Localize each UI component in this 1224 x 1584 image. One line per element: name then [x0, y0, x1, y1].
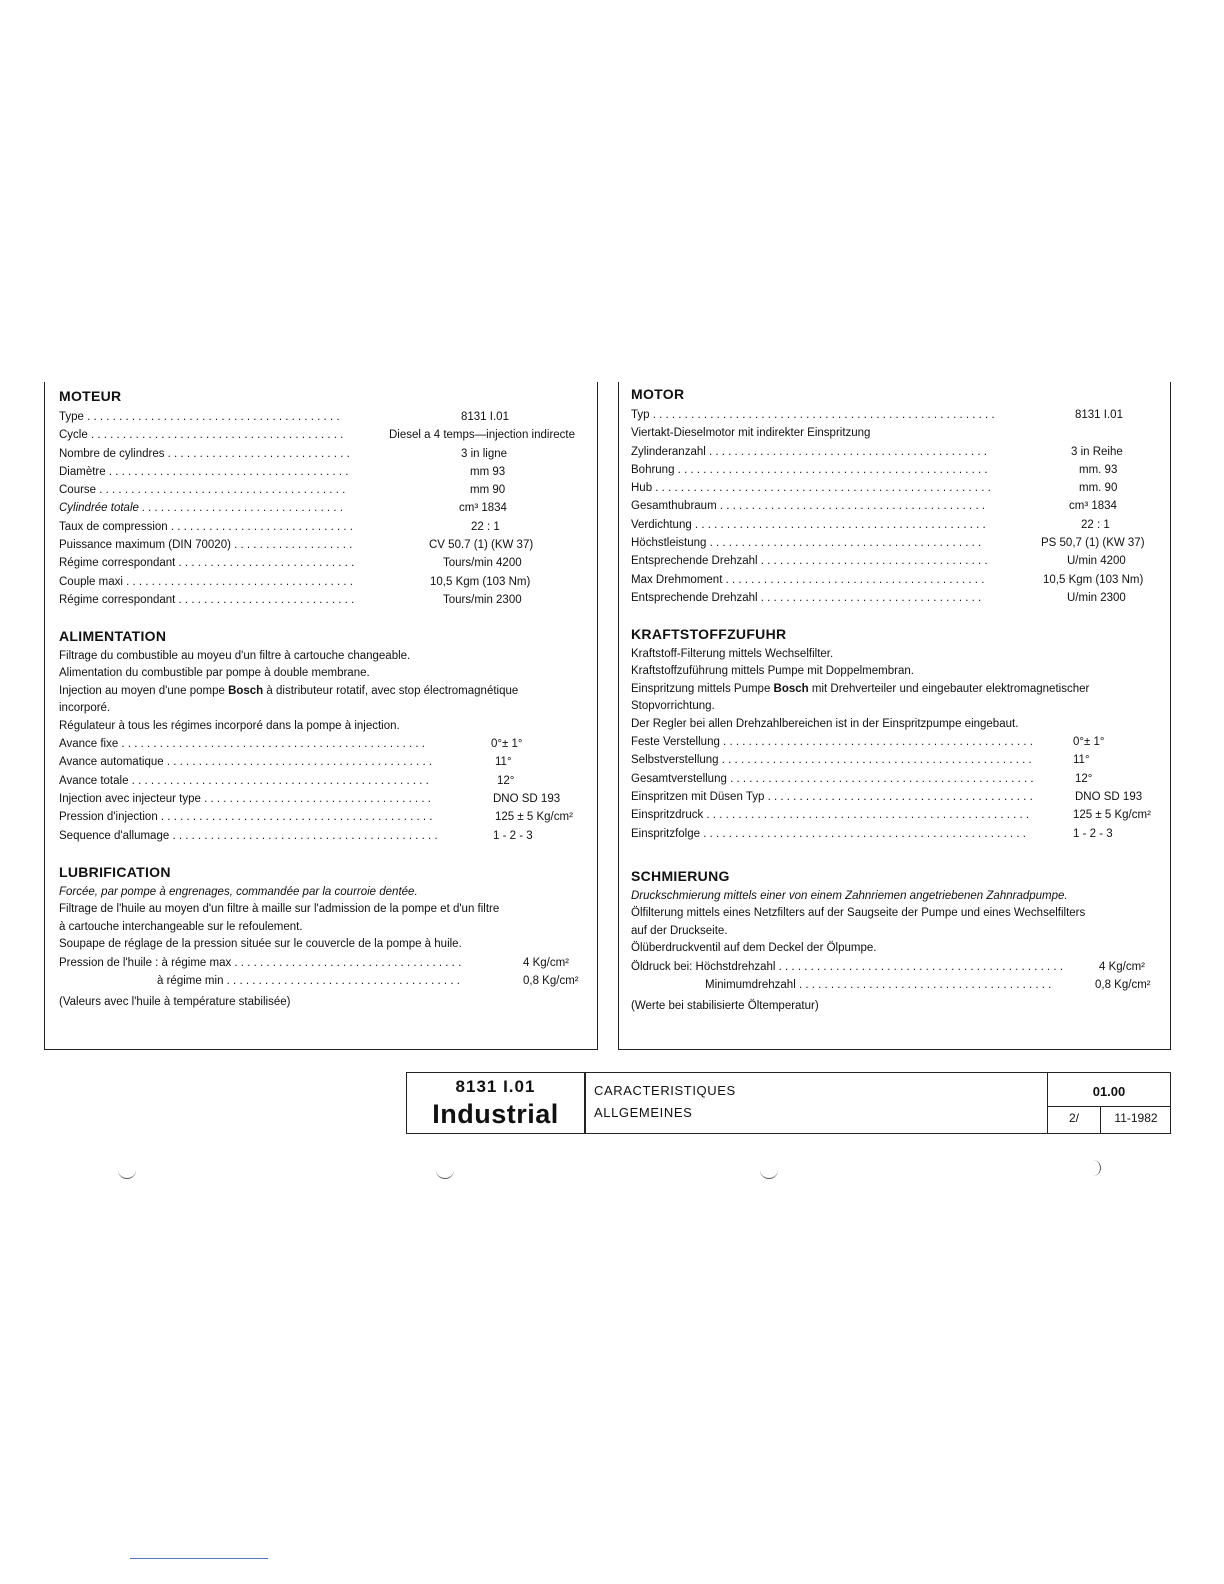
spec-value: 0°± 1°	[1073, 736, 1105, 749]
spec-label: Diamètre . . . . . . . . . . . . . . . . . . . . . . . . . . . . . . . . . . . . . .	[59, 465, 349, 478]
spec-value: 3 in Reihe	[1071, 445, 1123, 458]
spec-row	[59, 753, 591, 771]
section-title: LUBRIFICATION	[59, 864, 171, 880]
spec-row	[631, 497, 1164, 515]
spec-row	[631, 424, 1164, 442]
spec-row	[59, 518, 591, 536]
note-line: (Valeurs avec l'huile à température stabilisée)	[59, 996, 291, 1009]
section-title: KRAFTSTOFFZUFUHR	[631, 626, 787, 642]
spec-value: mm. 93	[1079, 463, 1118, 476]
spec-label: Course . . . . . . . . . . . . . . . . . . . . . . . . . . . . . . . . . . . . . . .	[59, 484, 346, 497]
spec-label: Max Drehmoment . . . . . . . . . . . . . . . . . . . . . . . . . . . . . . . . . . . . . . . . .	[631, 573, 985, 586]
page-edge-line	[130, 1558, 268, 1559]
spec-label: Minimumdrehzahl . . . . . . . . . . . . . . . . . . . . . . . . . . . . . . . . . . . . . . . .	[705, 978, 1052, 991]
spec-row	[59, 735, 591, 753]
section-schmierung	[631, 868, 1164, 1016]
text-line: incorporé.	[59, 702, 111, 715]
spec-value: U/min 4200	[1067, 555, 1126, 568]
spec-value: Diesel a 4 temps—injection indirecte	[389, 429, 576, 442]
text-line: Régulateur à tous les régimes incorporé dans la pompe à injection.	[59, 719, 400, 732]
spec-row	[59, 554, 591, 572]
text-line: Ölüberdruckventil auf dem Deckel der Ölpumpe.	[631, 942, 877, 955]
spec-row	[59, 772, 591, 790]
spec-label: Viertakt-Dieselmotor mit indirekter Einspritzung	[631, 427, 871, 440]
text-line: auf der Druckseite.	[631, 924, 728, 937]
brand-name: Bosch	[228, 684, 264, 697]
spec-value: 11°	[1073, 754, 1090, 767]
text-line: Kraftstoffzuführung mittels Pumpe mit Doppelmembran.	[631, 665, 914, 678]
spec-row	[631, 516, 1164, 534]
spec-label: Sequence d'allumage . . . . . . . . . . . . . . . . . . . . . . . . . . . . . . . . . . . . . . . . . .	[59, 829, 438, 842]
spec-row	[59, 463, 591, 481]
spec-label: Einspritzen mit Düsen Typ . . . . . . . . . . . . . . . . . . . . . . . . . . . . . . . . . . . . . . . . . .	[631, 790, 1033, 803]
text-line: Soupape de réglage de la pression située sur le couvercle de la pompe à huile.	[59, 938, 462, 951]
spec-label: Feste Verstellung . . . . . . . . . . . . . . . . . . . . . . . . . . . . . . . . . . . . . . . . . . . . . . . . .	[631, 736, 1033, 749]
text-line: Stopvorrichtung.	[631, 700, 715, 713]
spec-value: 12°	[1075, 772, 1093, 785]
spec-label: Nombre de cylindres . . . . . . . . . . . . . . . . . . . . . . . . . . . . .	[59, 447, 350, 460]
model-name: Industrial	[432, 1099, 559, 1129]
spec-label: Régime correspondant . . . . . . . . . . . . . . . . . . . . . . . . . . . .	[59, 557, 355, 570]
spec-row	[631, 806, 1164, 824]
spec-label: Hub . . . . . . . . . . . . . . . . . . . . . . . . . . . . . . . . . . . . . . . . . . . . . . . . . . . . .	[631, 482, 991, 495]
section-title: MOTEUR	[59, 388, 122, 404]
spec-row	[631, 958, 1164, 976]
spec-label: Gesamthubraum . . . . . . . . . . . . . . . . . . . . . . . . . . . . . . . . . . . . . . . . . .	[631, 500, 986, 513]
spec-row	[59, 481, 591, 499]
spec-row	[631, 770, 1164, 788]
section-title: SCHMIERUNG	[631, 868, 730, 884]
spec-row	[59, 827, 591, 845]
text-line: Der Regler bei allen Drehzahlbereichen ist in der Einspritzpumpe eingebaut.	[631, 717, 1019, 730]
spec-row	[631, 976, 1164, 994]
spec-value: 1 - 2 - 3	[1073, 827, 1113, 840]
spec-value: 4 Kg/cm²	[523, 956, 570, 969]
panel-french	[44, 382, 598, 1050]
spec-value: mm. 90	[1079, 482, 1118, 495]
spec-value: DNO SD 193	[493, 792, 561, 805]
text-line: Filtrage du combustible au moyeu d'un filtre à cartouche changeable.	[59, 650, 411, 662]
spec-label: Type . . . . . . . . . . . . . . . . . . . . . . . . . . . . . . . . . . . . . . . .	[59, 411, 340, 423]
text-line: à cartouche interchangeable sur le refoulement.	[59, 920, 303, 933]
spec-value: 10,5 Kgm (103 Nm)	[1043, 573, 1144, 586]
note-line: (Werte bei stabilisierte Öltemperatur)	[631, 1000, 819, 1013]
text-line: Druckschmierung mittels einer von einem Zahnriemen angetriebenen Zahnradpumpe.	[631, 890, 1068, 902]
section-motor	[631, 386, 1164, 607]
punch-hole-icon	[436, 1162, 454, 1179]
text-line: Alimentation du combustible par pompe à double membrane.	[59, 667, 370, 680]
spec-row	[59, 426, 591, 444]
model-box	[406, 1072, 586, 1134]
spec-value: 22 : 1	[471, 520, 500, 533]
spec-value: 3 in ligne	[461, 447, 508, 460]
spec-row	[59, 499, 591, 517]
text-part: mit Drehverteiler und eingebauter elektromagnetischer	[808, 682, 1090, 695]
spec-value: 0°± 1°	[491, 738, 523, 751]
spec-value: 11°	[495, 756, 512, 769]
spec-label: Bohrung . . . . . . . . . . . . . . . . . . . . . . . . . . . . . . . . . . . . . . . . . . . . . . . . .	[631, 463, 988, 476]
text-line: Forcée, par pompe à engrenages, commandée par la courroie dentée.	[59, 886, 418, 898]
page-number: 2/	[1068, 1111, 1079, 1125]
spec-row	[59, 790, 591, 808]
spec-row	[631, 751, 1164, 769]
spec-value: 12°	[497, 774, 515, 787]
text-line: Kraftstoff-Filterung mittels Wechselfilter.	[631, 648, 834, 660]
spec-row	[631, 479, 1164, 497]
spec-row	[631, 733, 1164, 751]
spec-label: Pression de l'huile : à régime max . . . . . . . . . . . . . . . . . . . . . . . . . . . . . . . . . . . .	[59, 956, 462, 969]
spec-label: Entsprechende Drehzahl . . . . . . . . . . . . . . . . . . . . . . . . . . . . . . . . . . . .	[631, 555, 988, 568]
panel-german	[618, 382, 1171, 1050]
spec-label: Avance totale . . . . . . . . . . . . . . . . . . . . . . . . . . . . . . . . . . . . . . . . . . . . . . .	[59, 774, 429, 787]
spec-label: Öldruck bei: Höchstdrehzahl . . . . . . . . . . . . . . . . . . . . . . . . . . . . . . . . . . . . . . . . . . . . .	[631, 960, 1064, 973]
spec-label: Couple maxi . . . . . . . . . . . . . . . . . . . . . . . . . . . . . . . . . . . .	[59, 575, 353, 588]
text-line	[631, 681, 1164, 698]
spec-value: 0,8 Kg/cm²	[1095, 978, 1151, 991]
spec-row	[631, 406, 1164, 424]
spec-label: Einspritzdruck . . . . . . . . . . . . . . . . . . . . . . . . . . . . . . . . . . . . . . . . . . . . . . . . . . .	[631, 809, 1030, 822]
spec-value: 0,8 Kg/cm²	[523, 974, 579, 987]
spec-row	[631, 534, 1164, 552]
spec-row	[631, 825, 1164, 843]
spec-row	[631, 552, 1164, 570]
spec-label: Cylindrée totale . . . . . . . . . . . . . . . . . . . . . . . . . . . . . . . .	[59, 502, 344, 515]
spec-row	[59, 591, 591, 609]
section-title: MOTOR	[631, 386, 685, 402]
spec-row	[59, 972, 591, 990]
brand-name: Bosch	[773, 682, 809, 695]
model-code: 8131 I.01	[455, 1077, 536, 1096]
text-part: Einspritzung mittels Pumpe	[631, 682, 774, 695]
spec-row	[59, 408, 591, 426]
spec-label: Typ . . . . . . . . . . . . . . . . . . . . . . . . . . . . . . . . . . . . . . . . . . . . . . . . . . . . . .	[631, 409, 995, 421]
section-kraftstoffzufuhr	[631, 626, 1164, 843]
spec-value: Tours/min 4200	[443, 557, 522, 570]
spec-label: Taux de compression . . . . . . . . . . . . . . . . . . . . . . . . . . . . .	[59, 520, 353, 533]
spec-row	[59, 954, 591, 972]
spec-label: à régime min . . . . . . . . . . . . . . . . . . . . . . . . . . . . . . . . . . . . .	[157, 974, 460, 987]
spec-value: 1 - 2 - 3	[493, 829, 533, 842]
spec-value: 4 Kg/cm²	[1099, 960, 1146, 973]
spec-label: Avance automatique . . . . . . . . . . . . . . . . . . . . . . . . . . . . . . . . . . . . . . . . . .	[59, 756, 433, 769]
spec-label: Höchstleistung . . . . . . . . . . . . . . . . . . . . . . . . . . . . . . . . . . . . . . . . . . .	[631, 537, 982, 550]
divider	[1048, 1106, 1170, 1107]
punch-hole-icon	[760, 1162, 778, 1179]
spec-value: 125 ± 5 Kg/cm²	[495, 811, 573, 824]
spec-row	[631, 443, 1164, 461]
spec-label: Einspritzfolge . . . . . . . . . . . . . . . . . . . . . . . . . . . . . . . . . . . . . . . . . . . . . . . . . . .	[631, 827, 1026, 840]
spec-value: PS 50,7 (1) (KW 37)	[1041, 537, 1145, 550]
spec-label: Régime correspondant . . . . . . . . . . . . . . . . . . . . . . . . . . . .	[59, 593, 355, 606]
spec-label: Selbstverstellung . . . . . . . . . . . . . . . . . . . . . . . . . . . . . . . . . . . . . . . . . . . . . . . . .	[631, 754, 1032, 767]
text-part: Injection au moyen d'une pompe	[59, 684, 229, 697]
spec-value: 22 : 1	[1081, 518, 1110, 531]
title-box	[586, 1072, 1048, 1134]
doc-date: 11-1982	[1114, 1111, 1158, 1125]
spec-value: 8131 I.01	[1075, 409, 1123, 421]
doc-number: 01.00	[1092, 1084, 1126, 1099]
text-line: Ölfilterung mittels eines Netzfilters auf der Saugseite der Pumpe und eines Wechselfilters	[631, 907, 1086, 920]
section-title: ALIMENTATION	[59, 628, 167, 644]
spec-value: 8131 I.01	[461, 411, 509, 423]
spec-value: U/min 2300	[1067, 591, 1126, 604]
section-moteur	[59, 388, 591, 609]
spec-value: 125 ± 5 Kg/cm²	[1073, 809, 1151, 822]
spec-row	[59, 808, 591, 826]
spec-label: Zylinderanzahl . . . . . . . . . . . . . . . . . . . . . . . . . . . . . . . . . . . . . . . . . . . .	[631, 445, 987, 458]
spec-value: cm³ 1834	[1069, 500, 1117, 513]
text-line: Filtrage de l'huile au moyen d'un filtre à maille sur l'admission de la pompe et d'un filtre	[59, 903, 500, 916]
spec-label: Gesamtverstellung . . . . . . . . . . . . . . . . . . . . . . . . . . . . . . . . . . . . . . . . . . . . . . . .	[631, 772, 1034, 785]
punch-hole-icon	[118, 1162, 136, 1179]
spec-label: Entsprechende Drehzahl . . . . . . . . . . . . . . . . . . . . . . . . . . . . . . . . . . .	[631, 591, 982, 604]
spec-row	[59, 573, 591, 591]
number-box	[1048, 1072, 1171, 1134]
spec-row	[59, 445, 591, 463]
spec-label: Puissance maximum (DIN 70020) . . . . . . . . . . . . . . . . . . .	[59, 539, 353, 552]
spec-label: Avance fixe . . . . . . . . . . . . . . . . . . . . . . . . . . . . . . . . . . . . . . . . . . . . . . . .	[59, 738, 425, 751]
spec-label: Injection avec injecteur type . . . . . . . . . . . . . . . . . . . . . . . . . . . . . . . . . . . .	[59, 792, 431, 805]
spec-value: DNO SD 193	[1075, 790, 1143, 803]
spec-value: 10,5 Kgm (103 Nm)	[430, 575, 531, 588]
spec-row	[59, 536, 591, 554]
divider	[1100, 1106, 1101, 1133]
spec-row	[631, 788, 1164, 806]
title-french: CARACTERISTIQUES	[594, 1083, 736, 1098]
punch-hole-icon	[1082, 1160, 1101, 1176]
text-part: à distributeur rotatif, avec stop électromagnétique	[263, 684, 519, 697]
spec-value: CV 50.7 (1) (KW 37)	[429, 539, 534, 552]
spec-label: Verdichtung . . . . . . . . . . . . . . . . . . . . . . . . . . . . . . . . . . . . . . . . . . . . . .	[631, 518, 986, 531]
title-german: ALLGEMEINES	[594, 1105, 693, 1120]
section-lubrification	[59, 864, 591, 1012]
section-alimentation	[59, 628, 591, 845]
spec-value: mm 90	[470, 484, 506, 497]
spec-row	[631, 589, 1164, 607]
spec-value: cm³ 1834	[459, 502, 507, 515]
spec-value: Tours/min 2300	[443, 593, 522, 606]
spec-row	[631, 461, 1164, 479]
spec-label: Cycle . . . . . . . . . . . . . . . . . . . . . . . . . . . . . . . . . . . . . . . .	[59, 429, 344, 442]
spec-label: Pression d'injection . . . . . . . . . . . . . . . . . . . . . . . . . . . . . . . . . . . . . . . . . . .	[59, 811, 433, 824]
text-line	[59, 683, 591, 700]
title-block	[406, 1072, 1171, 1134]
spec-row	[631, 571, 1164, 589]
spec-value: mm 93	[470, 465, 506, 478]
